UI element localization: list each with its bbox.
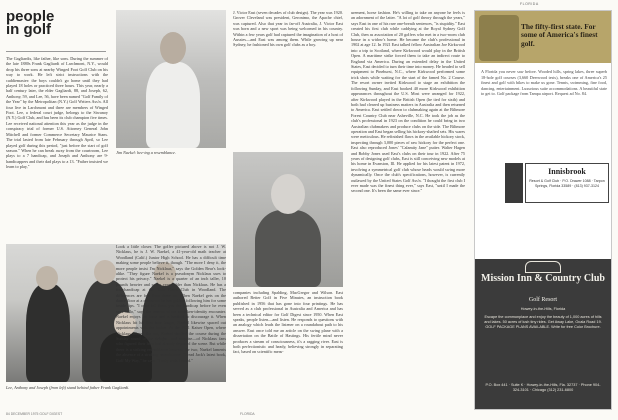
- photo-head: [36, 266, 58, 290]
- naekel-story: [116, 244, 226, 392]
- east-photo: [233, 152, 343, 287]
- photo-head: [94, 260, 116, 284]
- section-title: people in golf: [6, 8, 55, 38]
- page-footer-section: FLORIDA: [240, 412, 255, 416]
- mission-inn-emblem: [525, 261, 561, 273]
- east-intro-text: J. Victor East (seven decades of club design). The year was 1920. Grover Cleveland was president, Geronimo, the Apache chief, was captured. Also that year in far-off Australia, J. Victor East was born and a new sport was being welcomed in his country. Within a few years golf had captured the imagination of a host of Aussies—and East was among them. While growing up near Sydney, he fashioned his own golf clubs as a boy.: [233, 10, 343, 48]
- page-footer-folio: 84 DECEMBER 1975 GOLF DIGEST: [6, 412, 63, 416]
- naekel-caption: Jim Naekel: bee-ing a resemblance.: [116, 150, 176, 155]
- gagliardi-text: The Gagliardis, like father, like sons. During the summer of the late 1880s Frank Gagliardi of Larchmont, N.Y., would drop his three sons at nearby Winged Foot Golf Club on his way to work. He left strict instructions with the caddiemaster: the boys couldn't go home until they had played 18 holes or practiced three hours. This year, nearly a half century later, the elder Gagliardi, 88, and Joseph, 62, Anthony, 59, and Lee, 56, have been named "Golf Family of the Year" by the Metropolitan (N.Y.) Golf Writers Ass'n. All four live in Larchmont and three are members of Winged Foot. Lee, a federal court judge, belongs to the Siwanoy (N.Y.) Golf Club, and has been its club champion five times. Lee received national attention this year as the judge in the conspiracy trial of former U.S. Attorney General John Mitchell and former Commerce Secretary Maurice Stans. The trial lasted from late February through April, so Lee played golf during this period, "just before the start of golf season." When he can break away from the courtroom, Lee plays to a 7 handicap, and Joseph and Anthony are 9-handicappers and their dad plays to a 13. "Father insisted we learn to play,": [6, 56, 108, 170]
- mission-inn-address: P.O. Box 441 · Suite K · Howey-in-the-Hills, Fla. 32737 · Phone 904-324-3101 · Chicago (312) 231-6800: [485, 383, 601, 392]
- mission-inn-location: Howey-in-the-Hills, Florida: [520, 307, 566, 311]
- gagliardi-story: [6, 56, 108, 242]
- photo-figure: [146, 62, 200, 148]
- title-rule: [6, 51, 106, 52]
- innisbrook-logo-mark: [505, 163, 523, 203]
- gagliardi-caption: Lee, Anthony and Joseph (from left) stand behind father Frank Gagliardi.: [6, 385, 130, 390]
- east-story-continued: [351, 10, 465, 392]
- ad-headline: The fifty-first state. For some of America's finest golf.: [521, 22, 598, 48]
- east-story-intro: [233, 10, 343, 156]
- mission-inn-name: Mission Inn & Country Club: [481, 273, 605, 284]
- naekel-photo: [116, 10, 226, 148]
- east-middle-text: companies including Spalding, MacGregor and Wilson. East authored Better Golf in Five Minutes, an instruction book published in 1956 that has gone into four printings. He has served as a club professional in Australia and America and has been a technical editor for Golf Digest since 1950. When East speaks, people listen—and listen. He responds to questions with an analogy which leads the listener on a roundabout path to his answer. East once told me an article on the swing plane with a dissertation on the Battle of Hastings. His fertile mind never produces a stream of consciousness, it's a ragging river. East is both perfectionistic and heady, believing strongly in separating fact, based on scientific meas-: [233, 290, 343, 355]
- east-continued-text: urement, horse fashion. He's willing to take on anyone he feels is an adornment of the latter. "A lot of golf theory through the years," says East in one of his rare one-breath sentences, "is stupidity." East created his first club while caddying at the Royal Sydney Golf Club, then as association of 20 golfers who met in a two-room club house in a widow's home. He became the club's professional in 1902 at age 12. In 1921 East talked fellow Australian Joe Kirkwood into a trip to Scotland, where Kirkwood would play in the British Open. A maritime strike forced them to take an indirect route to England via America. During an extended delay in the United States, East decided to turn their time into money. He headed to sell equipment to Pinehurst, N.C., where Kirkwood performed some trick shots while waiting for the start of the famed No. 2 Course. The resort owner invited Kirkwood to stage an exhibition the following Sunday, and East booked 40 more Kirkwood exhibition appearances throughout the U.S. Most were arranged for 1922, after Kirkwood played in the British Open (he tied for sixth) and both had cleared up business matters in Australia and then returned to America. East settled down to clubmaking again at the Biltmore Forest Country Club near Asheville, N.C. He took the job as the club's professional in 1923 on the condition he could bring in two Australian clubmakers and produce clubs on the side. The Biltmore operation and East began selling his hickory-shafted sets. His wares were meticulous. He refinished flaws in the available hickory stock, inspecting through 3,000 pieces of raw hickory for the perfect one. East also reproduced Jones' "Calamity Jane" putter. Walter Hagen and Bobby Jones used East's clubs on their tour in 1922. After 75 years of designing golf clubs, East is still conceiving new models at his home in Evanston, Ill. He applied for his latest patent in 1972, involving a symmetrical golf club whose heads would swing more dynamically. Once the club's specifications, however, is currently outlawed by the United States Golf Ass'n. "I thought the first club I ever made was the finest thing ever," says East, "until I made the second one. It's been the same ever since.": [351, 10, 465, 194]
- photo-figure: [26, 284, 70, 382]
- naekel-text: Look a little closer. The golfer pictured above is not J. W. Nicklaus, he is J. W. Naekel, a 41-year-old math teacher at Woodland (Calif.) Junior High School. He has a difficult time making some people believe it, though. "The more I deny it, the more people insist I'm Nicklaus," says the Golden Bear's look-alike. "They figure Naekel is a pseudonym Nicklaus uses to protect his privacy." Naekel is a quarter of an inch taller, 10 pounds heavier and seven years older than Nicklaus. He has a four-handicap at the Yolo Fliers Club in Woodland. The differences are few from there on. When Naekel gets on the dance floor at a restaurant he has golfers following him for some inside tips. "I once tell them you the handicap before he even says hello," says the veteran of the mistaken-identity encounter. Naekel enjoys his fame and is hesitant to discourage it. When Nicklaus hit his first tour longer, Naekel likewise spaced out appointments with the barber. At the 1971 Kaiser Open, where Nicklaus missed the cut, Naekel strolled the course during the Sunday round to the delight—and surprise—of Nicklaus fans who figured their hero had already departed the scene. But while there is a striking resemblance between the two, Naekel laments the absence of a stroking resemblance. "I read Jack's latest book, Golf My Way," he says. "I only wish I could.": [116, 244, 226, 363]
- east-story-middle: [233, 290, 343, 400]
- mission-inn-subtitle: Golf Resort: [528, 297, 558, 303]
- photo-head: [271, 174, 305, 214]
- ad-golfer-image: [479, 15, 519, 61]
- publication-tag: FLORIDA: [520, 2, 539, 6]
- photo-head: [160, 32, 186, 64]
- advertisement-column[interactable]: [474, 10, 612, 410]
- innisbrook-address: Resort & Golf Club · P.O. Drawer 1088 · Tarpon Springs, Florida 33589 · (813) 937-3124: [529, 179, 605, 188]
- innisbrook-name: Innisbrook: [548, 167, 586, 176]
- photo-figure: [255, 210, 321, 287]
- ad-body-text: A Florida you never saw before. Wooded hills, spring lakes, three superb 18-hole golf courses (3,660 Deerwood tests), breaks one of America's 25 finest and golf with bikes to make us gone. Tennis, swimming, fine food, dancing, entertainment. Luxurious suite accommodations. A beautiful state to get to. Golf package from Tampa airport. Request ad No. 84.: [481, 69, 607, 97]
- mission-inn-body: Escape the commonplace and enjoy the beauty of 1,000 acres of hills and lakes. 50 acres of lush tiny rides. Get Away Lake, Ocala Road 19. GOLF PACKAGE PLANS AVAILABLE. Write for free Color Brochure.: [484, 315, 602, 329]
